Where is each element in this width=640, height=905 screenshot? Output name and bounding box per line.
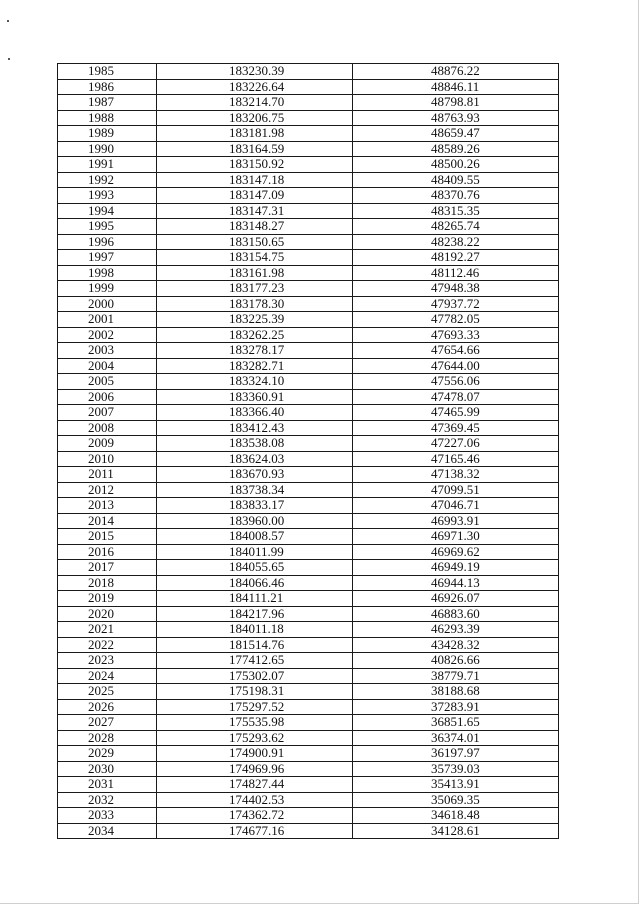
year-cell: 1991 bbox=[58, 157, 157, 173]
value-a-cell: 183833.17 bbox=[157, 498, 353, 514]
table-row bbox=[58, 808, 559, 824]
table-row bbox=[58, 560, 559, 576]
year-cell: 1988 bbox=[58, 110, 157, 126]
year-cell: 1985 bbox=[58, 64, 157, 80]
table-row bbox=[58, 296, 559, 312]
year-cell: 2023 bbox=[58, 653, 157, 669]
table-row bbox=[58, 374, 559, 390]
value-b-cell: 40826.66 bbox=[353, 653, 559, 669]
value-a-cell: 183154.75 bbox=[157, 250, 353, 266]
value-b-cell: 48846.11 bbox=[353, 79, 559, 95]
value-b-cell: 36851.65 bbox=[353, 715, 559, 731]
year-cell: 2016 bbox=[58, 544, 157, 560]
table-row bbox=[58, 777, 559, 793]
year-cell: 2026 bbox=[58, 699, 157, 715]
scan-mark bbox=[8, 58, 10, 60]
table-row bbox=[58, 761, 559, 777]
table-row bbox=[58, 64, 559, 80]
year-cell: 2007 bbox=[58, 405, 157, 421]
value-a-cell: 184055.65 bbox=[157, 560, 353, 576]
table-row bbox=[58, 343, 559, 359]
year-cell: 1989 bbox=[58, 126, 157, 142]
value-a-cell: 177412.65 bbox=[157, 653, 353, 669]
year-cell: 1987 bbox=[58, 95, 157, 111]
year-cell: 2015 bbox=[58, 529, 157, 545]
value-b-cell: 47227.06 bbox=[353, 436, 559, 452]
table-row bbox=[58, 498, 559, 514]
table-row bbox=[58, 451, 559, 467]
year-cell: 1986 bbox=[58, 79, 157, 95]
value-a-cell: 174969.96 bbox=[157, 761, 353, 777]
year-cell: 2034 bbox=[58, 823, 157, 839]
value-b-cell: 47654.66 bbox=[353, 343, 559, 359]
table-row bbox=[58, 172, 559, 188]
table-row bbox=[58, 389, 559, 405]
table-row bbox=[58, 188, 559, 204]
value-b-cell: 46293.39 bbox=[353, 622, 559, 638]
table-row bbox=[58, 250, 559, 266]
value-b-cell: 48192.27 bbox=[353, 250, 559, 266]
value-a-cell: 183150.92 bbox=[157, 157, 353, 173]
year-cell: 1999 bbox=[58, 281, 157, 297]
value-a-cell: 183177.23 bbox=[157, 281, 353, 297]
value-a-cell: 175293.62 bbox=[157, 730, 353, 746]
table-row bbox=[58, 358, 559, 374]
year-cell: 1994 bbox=[58, 203, 157, 219]
year-cell: 2010 bbox=[58, 451, 157, 467]
value-a-cell: 183278.17 bbox=[157, 343, 353, 359]
value-b-cell: 46993.91 bbox=[353, 513, 559, 529]
table-row bbox=[58, 823, 559, 839]
table-row bbox=[58, 203, 559, 219]
table-row bbox=[58, 234, 559, 250]
value-a-cell: 183148.27 bbox=[157, 219, 353, 235]
value-b-cell: 47369.45 bbox=[353, 420, 559, 436]
year-cell: 1995 bbox=[58, 219, 157, 235]
value-b-cell: 47046.71 bbox=[353, 498, 559, 514]
value-b-cell: 46926.07 bbox=[353, 591, 559, 607]
value-a-cell: 183161.98 bbox=[157, 265, 353, 281]
value-b-cell: 48500.26 bbox=[353, 157, 559, 173]
value-a-cell: 183164.59 bbox=[157, 141, 353, 157]
value-b-cell: 47693.33 bbox=[353, 327, 559, 343]
value-b-cell: 46883.60 bbox=[353, 606, 559, 622]
year-cell: 2021 bbox=[58, 622, 157, 638]
value-a-cell: 183147.31 bbox=[157, 203, 353, 219]
year-cell: 2024 bbox=[58, 668, 157, 684]
value-b-cell: 34128.61 bbox=[353, 823, 559, 839]
table-row bbox=[58, 126, 559, 142]
value-a-cell: 183538.08 bbox=[157, 436, 353, 452]
value-a-cell: 183624.03 bbox=[157, 451, 353, 467]
table-row bbox=[58, 110, 559, 126]
value-b-cell: 48763.93 bbox=[353, 110, 559, 126]
value-b-cell: 47138.32 bbox=[353, 467, 559, 483]
value-a-cell: 183226.64 bbox=[157, 79, 353, 95]
value-b-cell: 46971.30 bbox=[353, 529, 559, 545]
year-cell: 2004 bbox=[58, 358, 157, 374]
value-a-cell: 183150.65 bbox=[157, 234, 353, 250]
table-row bbox=[58, 668, 559, 684]
value-b-cell: 36374.01 bbox=[353, 730, 559, 746]
table-row bbox=[58, 467, 559, 483]
year-cell: 2031 bbox=[58, 777, 157, 793]
value-b-cell: 48370.76 bbox=[353, 188, 559, 204]
year-cell: 2033 bbox=[58, 808, 157, 824]
value-b-cell: 47782.05 bbox=[353, 312, 559, 328]
year-cell: 2011 bbox=[58, 467, 157, 483]
table-row bbox=[58, 529, 559, 545]
table-row bbox=[58, 219, 559, 235]
year-cell: 2019 bbox=[58, 591, 157, 607]
year-cell: 2029 bbox=[58, 746, 157, 762]
value-a-cell: 183738.34 bbox=[157, 482, 353, 498]
value-a-cell: 183262.25 bbox=[157, 327, 353, 343]
table-row bbox=[58, 622, 559, 638]
table-row bbox=[58, 653, 559, 669]
value-b-cell: 48315.35 bbox=[353, 203, 559, 219]
value-b-cell: 38779.71 bbox=[353, 668, 559, 684]
table-row bbox=[58, 591, 559, 607]
year-cell: 2028 bbox=[58, 730, 157, 746]
value-a-cell: 183206.75 bbox=[157, 110, 353, 126]
value-b-cell: 48238.22 bbox=[353, 234, 559, 250]
value-a-cell: 183282.71 bbox=[157, 358, 353, 374]
table-row bbox=[58, 79, 559, 95]
table-row bbox=[58, 792, 559, 808]
year-cell: 1993 bbox=[58, 188, 157, 204]
year-cell: 2020 bbox=[58, 606, 157, 622]
table-row bbox=[58, 684, 559, 700]
value-b-cell: 36197.97 bbox=[353, 746, 559, 762]
data-table bbox=[57, 63, 559, 839]
table-row bbox=[58, 420, 559, 436]
value-a-cell: 183214.70 bbox=[157, 95, 353, 111]
table-row bbox=[58, 513, 559, 529]
table-row bbox=[58, 699, 559, 715]
value-b-cell: 48265.74 bbox=[353, 219, 559, 235]
table-row bbox=[58, 730, 559, 746]
value-b-cell: 48659.47 bbox=[353, 126, 559, 142]
table-row bbox=[58, 482, 559, 498]
year-cell: 2005 bbox=[58, 374, 157, 390]
value-a-cell: 183412.43 bbox=[157, 420, 353, 436]
value-a-cell: 184111.21 bbox=[157, 591, 353, 607]
value-b-cell: 37283.91 bbox=[353, 699, 559, 715]
value-a-cell: 184011.18 bbox=[157, 622, 353, 638]
value-a-cell: 183178.30 bbox=[157, 296, 353, 312]
year-cell: 2027 bbox=[58, 715, 157, 731]
year-cell: 2001 bbox=[58, 312, 157, 328]
value-b-cell: 43428.32 bbox=[353, 637, 559, 653]
value-b-cell: 46949.19 bbox=[353, 560, 559, 576]
value-b-cell: 46969.62 bbox=[353, 544, 559, 560]
value-b-cell: 38188.68 bbox=[353, 684, 559, 700]
value-a-cell: 175198.31 bbox=[157, 684, 353, 700]
value-a-cell: 174362.72 bbox=[157, 808, 353, 824]
value-a-cell: 183670.93 bbox=[157, 467, 353, 483]
year-cell: 2009 bbox=[58, 436, 157, 452]
value-b-cell: 48409.55 bbox=[353, 172, 559, 188]
year-cell: 1992 bbox=[58, 172, 157, 188]
year-cell: 1998 bbox=[58, 265, 157, 281]
table-row bbox=[58, 606, 559, 622]
value-a-cell: 183147.09 bbox=[157, 188, 353, 204]
value-a-cell: 184217.96 bbox=[157, 606, 353, 622]
value-a-cell: 183324.10 bbox=[157, 374, 353, 390]
value-a-cell: 184066.46 bbox=[157, 575, 353, 591]
year-cell: 1996 bbox=[58, 234, 157, 250]
scan-mark bbox=[7, 20, 9, 22]
value-a-cell: 183366.40 bbox=[157, 405, 353, 421]
value-b-cell: 47165.46 bbox=[353, 451, 559, 467]
value-a-cell: 174402.53 bbox=[157, 792, 353, 808]
value-b-cell: 47465.99 bbox=[353, 405, 559, 421]
year-cell: 2013 bbox=[58, 498, 157, 514]
value-a-cell: 183960.00 bbox=[157, 513, 353, 529]
value-b-cell: 47099.51 bbox=[353, 482, 559, 498]
value-a-cell: 175297.52 bbox=[157, 699, 353, 715]
table-row bbox=[58, 95, 559, 111]
year-cell: 2012 bbox=[58, 482, 157, 498]
table-row bbox=[58, 715, 559, 731]
value-a-cell: 183147.18 bbox=[157, 172, 353, 188]
value-a-cell: 174677.16 bbox=[157, 823, 353, 839]
table-row bbox=[58, 312, 559, 328]
value-b-cell: 47556.06 bbox=[353, 374, 559, 390]
value-b-cell: 35739.03 bbox=[353, 761, 559, 777]
value-b-cell: 48589.26 bbox=[353, 141, 559, 157]
year-cell: 2030 bbox=[58, 761, 157, 777]
table-row bbox=[58, 265, 559, 281]
value-b-cell: 46944.13 bbox=[353, 575, 559, 591]
table-row bbox=[58, 405, 559, 421]
year-cell: 1997 bbox=[58, 250, 157, 266]
value-b-cell: 35069.35 bbox=[353, 792, 559, 808]
table-row bbox=[58, 141, 559, 157]
value-b-cell: 47644.00 bbox=[353, 358, 559, 374]
table-row bbox=[58, 157, 559, 173]
table-row bbox=[58, 327, 559, 343]
value-a-cell: 183181.98 bbox=[157, 126, 353, 142]
value-b-cell: 48798.81 bbox=[353, 95, 559, 111]
value-a-cell: 174827.44 bbox=[157, 777, 353, 793]
year-cell: 2022 bbox=[58, 637, 157, 653]
year-cell: 2006 bbox=[58, 389, 157, 405]
value-a-cell: 184008.57 bbox=[157, 529, 353, 545]
value-a-cell: 183360.91 bbox=[157, 389, 353, 405]
value-a-cell: 174900.91 bbox=[157, 746, 353, 762]
value-b-cell: 48876.22 bbox=[353, 64, 559, 80]
value-a-cell: 175302.07 bbox=[157, 668, 353, 684]
year-cell: 2000 bbox=[58, 296, 157, 312]
value-b-cell: 48112.46 bbox=[353, 265, 559, 281]
value-b-cell: 47948.38 bbox=[353, 281, 559, 297]
table-row bbox=[58, 436, 559, 452]
value-a-cell: 175535.98 bbox=[157, 715, 353, 731]
table-body bbox=[58, 64, 559, 839]
value-a-cell: 183230.39 bbox=[157, 64, 353, 80]
value-b-cell: 34618.48 bbox=[353, 808, 559, 824]
value-b-cell: 35413.91 bbox=[353, 777, 559, 793]
year-cell: 2025 bbox=[58, 684, 157, 700]
year-cell: 2032 bbox=[58, 792, 157, 808]
year-cell: 2008 bbox=[58, 420, 157, 436]
year-cell: 2018 bbox=[58, 575, 157, 591]
table-row bbox=[58, 637, 559, 653]
year-cell: 2002 bbox=[58, 327, 157, 343]
value-a-cell: 183225.39 bbox=[157, 312, 353, 328]
year-cell: 2014 bbox=[58, 513, 157, 529]
value-a-cell: 181514.76 bbox=[157, 637, 353, 653]
value-b-cell: 47478.07 bbox=[353, 389, 559, 405]
table-row bbox=[58, 575, 559, 591]
year-cell: 2003 bbox=[58, 343, 157, 359]
table-row bbox=[58, 746, 559, 762]
year-cell: 1990 bbox=[58, 141, 157, 157]
value-b-cell: 47937.72 bbox=[353, 296, 559, 312]
table-row bbox=[58, 544, 559, 560]
table-row bbox=[58, 281, 559, 297]
year-cell: 2017 bbox=[58, 560, 157, 576]
value-a-cell: 184011.99 bbox=[157, 544, 353, 560]
